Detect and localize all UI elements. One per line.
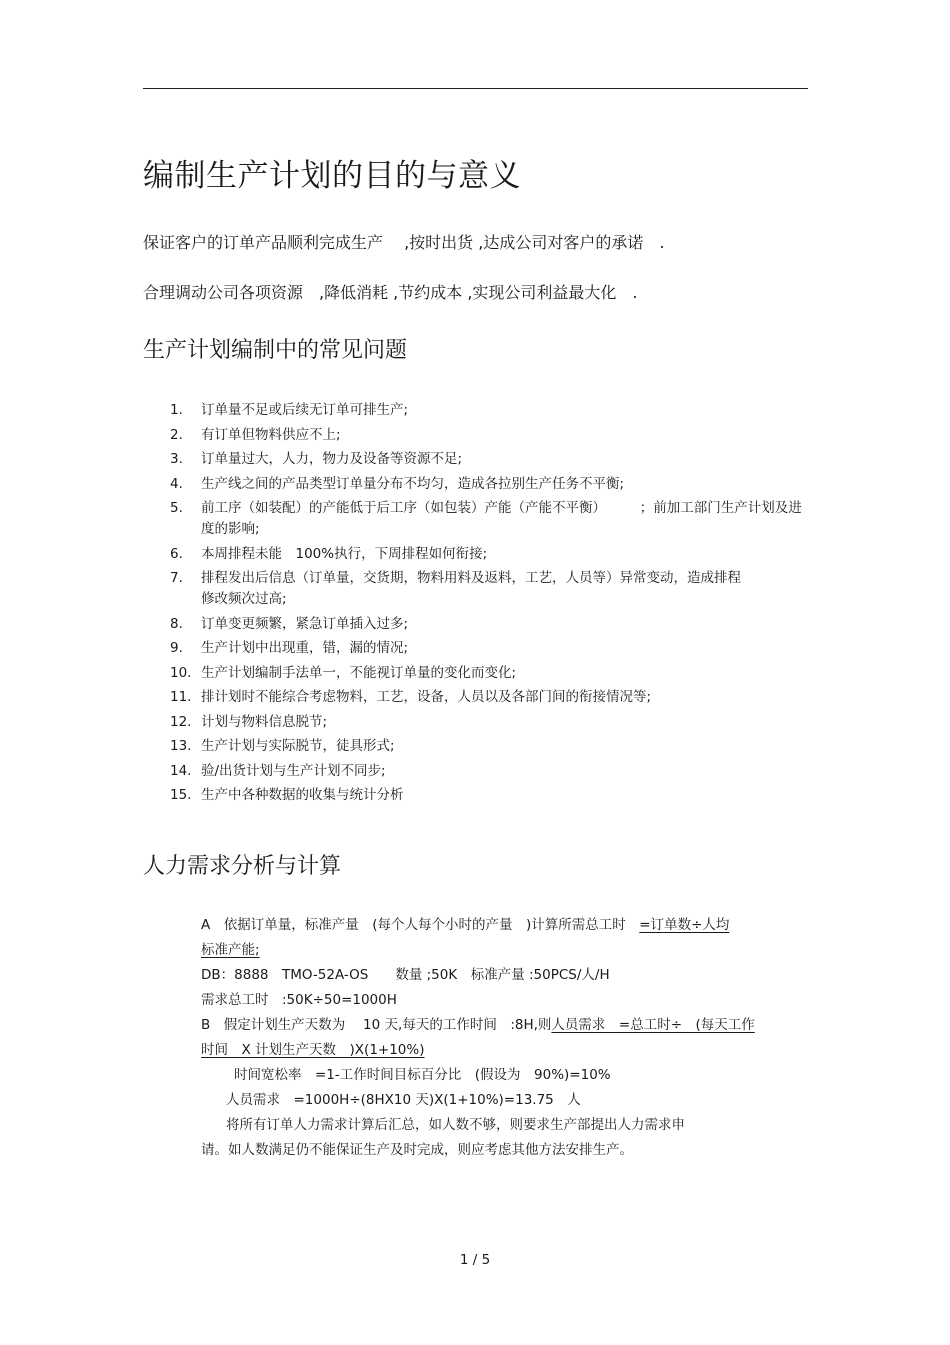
list-item-text: 订单量过大，人力，物力及设备等资源不足; xyxy=(201,451,463,467)
list-item-number: 1. xyxy=(170,402,183,418)
list-item-number: 9. xyxy=(170,640,183,656)
list-item-text: 排计划时不能综合考虑物料，工艺，设备，人员以及各部门间的衔接情况等; xyxy=(201,689,652,705)
list-item-number: 12. xyxy=(170,713,192,730)
calc-a-formula-cont: 标准产能; xyxy=(201,942,260,958)
list-item-text: 订单量不足或后续无订单可排生产; xyxy=(201,402,409,418)
list-item-text: 排程发出后信息（订单量，交货期，物料用料及返料，工艺，人员等）异常变动，造成排程修改频次过高; xyxy=(201,570,741,607)
calc-line-b xyxy=(201,1013,807,1038)
problems-heading: 生产计划编制中的常见问题 xyxy=(143,338,408,363)
list-item xyxy=(170,638,810,659)
list-item-text: 验/出货计划与生产计划不同步; xyxy=(201,762,386,779)
list-item-text: 计划与物料信息脱节; xyxy=(201,713,328,730)
list-item-number: 2. xyxy=(170,426,183,443)
calc-line-total-hours: 需求总工时 :50K÷50=1000H xyxy=(201,992,397,1008)
calc-line-demand: 人员需求 =1000H÷(8HX10 天)X(1+10%)=13.75 人 xyxy=(226,1092,581,1108)
list-item xyxy=(170,663,810,684)
list-item-number: 3. xyxy=(170,451,183,467)
list-item xyxy=(170,785,810,806)
calc-line-note-1: 将所有订单人力需求计算后汇总，如人数不够，则要求生产部提出人力需求申 xyxy=(226,1117,685,1133)
list-item-number: 4. xyxy=(170,475,183,492)
list-item xyxy=(170,544,810,565)
list-item-number: 10. xyxy=(170,664,192,681)
list-item-text: 生产计划中出现重，错，漏的情况; xyxy=(201,640,409,656)
list-item-text: 生产计划编制手法单一，不能视订单量的变化而变化; xyxy=(201,664,517,681)
list-item-text: 有订单但物料供应不上; xyxy=(201,426,341,443)
page-number: 1 / 5 xyxy=(459,1252,491,1268)
header-rule xyxy=(143,88,808,89)
list-item-text: 生产计划与实际脱节，徒具形式; xyxy=(201,738,395,754)
list-item-number: 8. xyxy=(170,615,183,632)
purpose-paragraph-2: 合理调动公司各项资源 ,降低消耗 ,节约成本 ,实现公司利益最大化 . xyxy=(143,283,638,302)
list-item xyxy=(170,687,810,708)
calc-line-b-cont xyxy=(201,1038,807,1063)
calc-line-a-cont xyxy=(201,938,807,963)
manpower-heading: 人力需求分析与计算 xyxy=(143,854,342,879)
list-item-text: 前工序（如装配）的产能低于后工序（如包装）产能（产能不平衡） ；前加工部门生产计划及进度的影响; xyxy=(201,500,802,537)
list-item-text: 生产线之间的产品类型订单量分布不均匀，造成各拉别生产任务不平衡; xyxy=(201,475,625,492)
calc-b-formula: 人员需求 =总工时÷ (每天工作 xyxy=(551,1017,755,1033)
list-item-number: 14. xyxy=(170,762,192,779)
list-item-text: 本周排程未能 100%执行，下周排程如何衔接; xyxy=(201,545,488,562)
calc-line-slack: 时间宽松率 =1-工作时间目标百分比 (假设为 90%)=10% xyxy=(234,1067,611,1083)
list-item-text: 订单变更频繁，紧急订单插入过多; xyxy=(201,615,409,632)
list-item xyxy=(170,498,810,540)
list-item xyxy=(170,761,810,782)
calc-b-formula-cont: 时间 X 计划生产天数 )X(1+10%) xyxy=(201,1042,425,1058)
problems-list xyxy=(170,400,810,810)
purpose-paragraph-1: 保证客户的订单产品顺利完成生产 ,按时出货 ,达成公司对客户的承诺 . xyxy=(143,233,665,252)
calc-line-note-2: 请。如人数满足仍不能保证生产及时完成，则应考虑其他方法安排生产。 xyxy=(201,1142,633,1158)
list-item xyxy=(170,614,810,635)
list-item-number: 11. xyxy=(170,689,192,705)
list-item-number: 7. xyxy=(170,570,183,586)
list-item-number: 5. xyxy=(170,500,183,516)
list-item-number: 13. xyxy=(170,738,192,754)
list-item xyxy=(170,400,810,421)
list-item-text: 生产中各种数据的收集与统计分析 xyxy=(201,787,404,803)
calc-b-text: B 假定计划生产天数为 10 天,每天的工作时间 :8H,则 xyxy=(201,1017,552,1033)
list-item xyxy=(170,474,810,495)
list-item xyxy=(170,568,810,610)
list-item xyxy=(170,425,810,446)
calc-line-db: DB：8888 TMO-52A-OS 数量 ;50K 标准产量 :50PCS/人/H xyxy=(201,967,610,983)
calc-line-a xyxy=(201,913,807,938)
manpower-calculation xyxy=(201,913,807,1163)
list-item-number: 6. xyxy=(170,545,183,562)
list-item xyxy=(170,449,810,470)
page-title: 编制生产计划的目的与意义 xyxy=(143,158,521,194)
list-item-number: 15. xyxy=(170,787,192,803)
list-item xyxy=(170,736,810,757)
calc-a-text: A 依据订单量，标准产量 (每个人每个小时的产量 )计算所需总工时 xyxy=(201,917,640,933)
list-item xyxy=(170,712,810,733)
calc-a-formula: =订单数÷人均 xyxy=(639,917,730,933)
